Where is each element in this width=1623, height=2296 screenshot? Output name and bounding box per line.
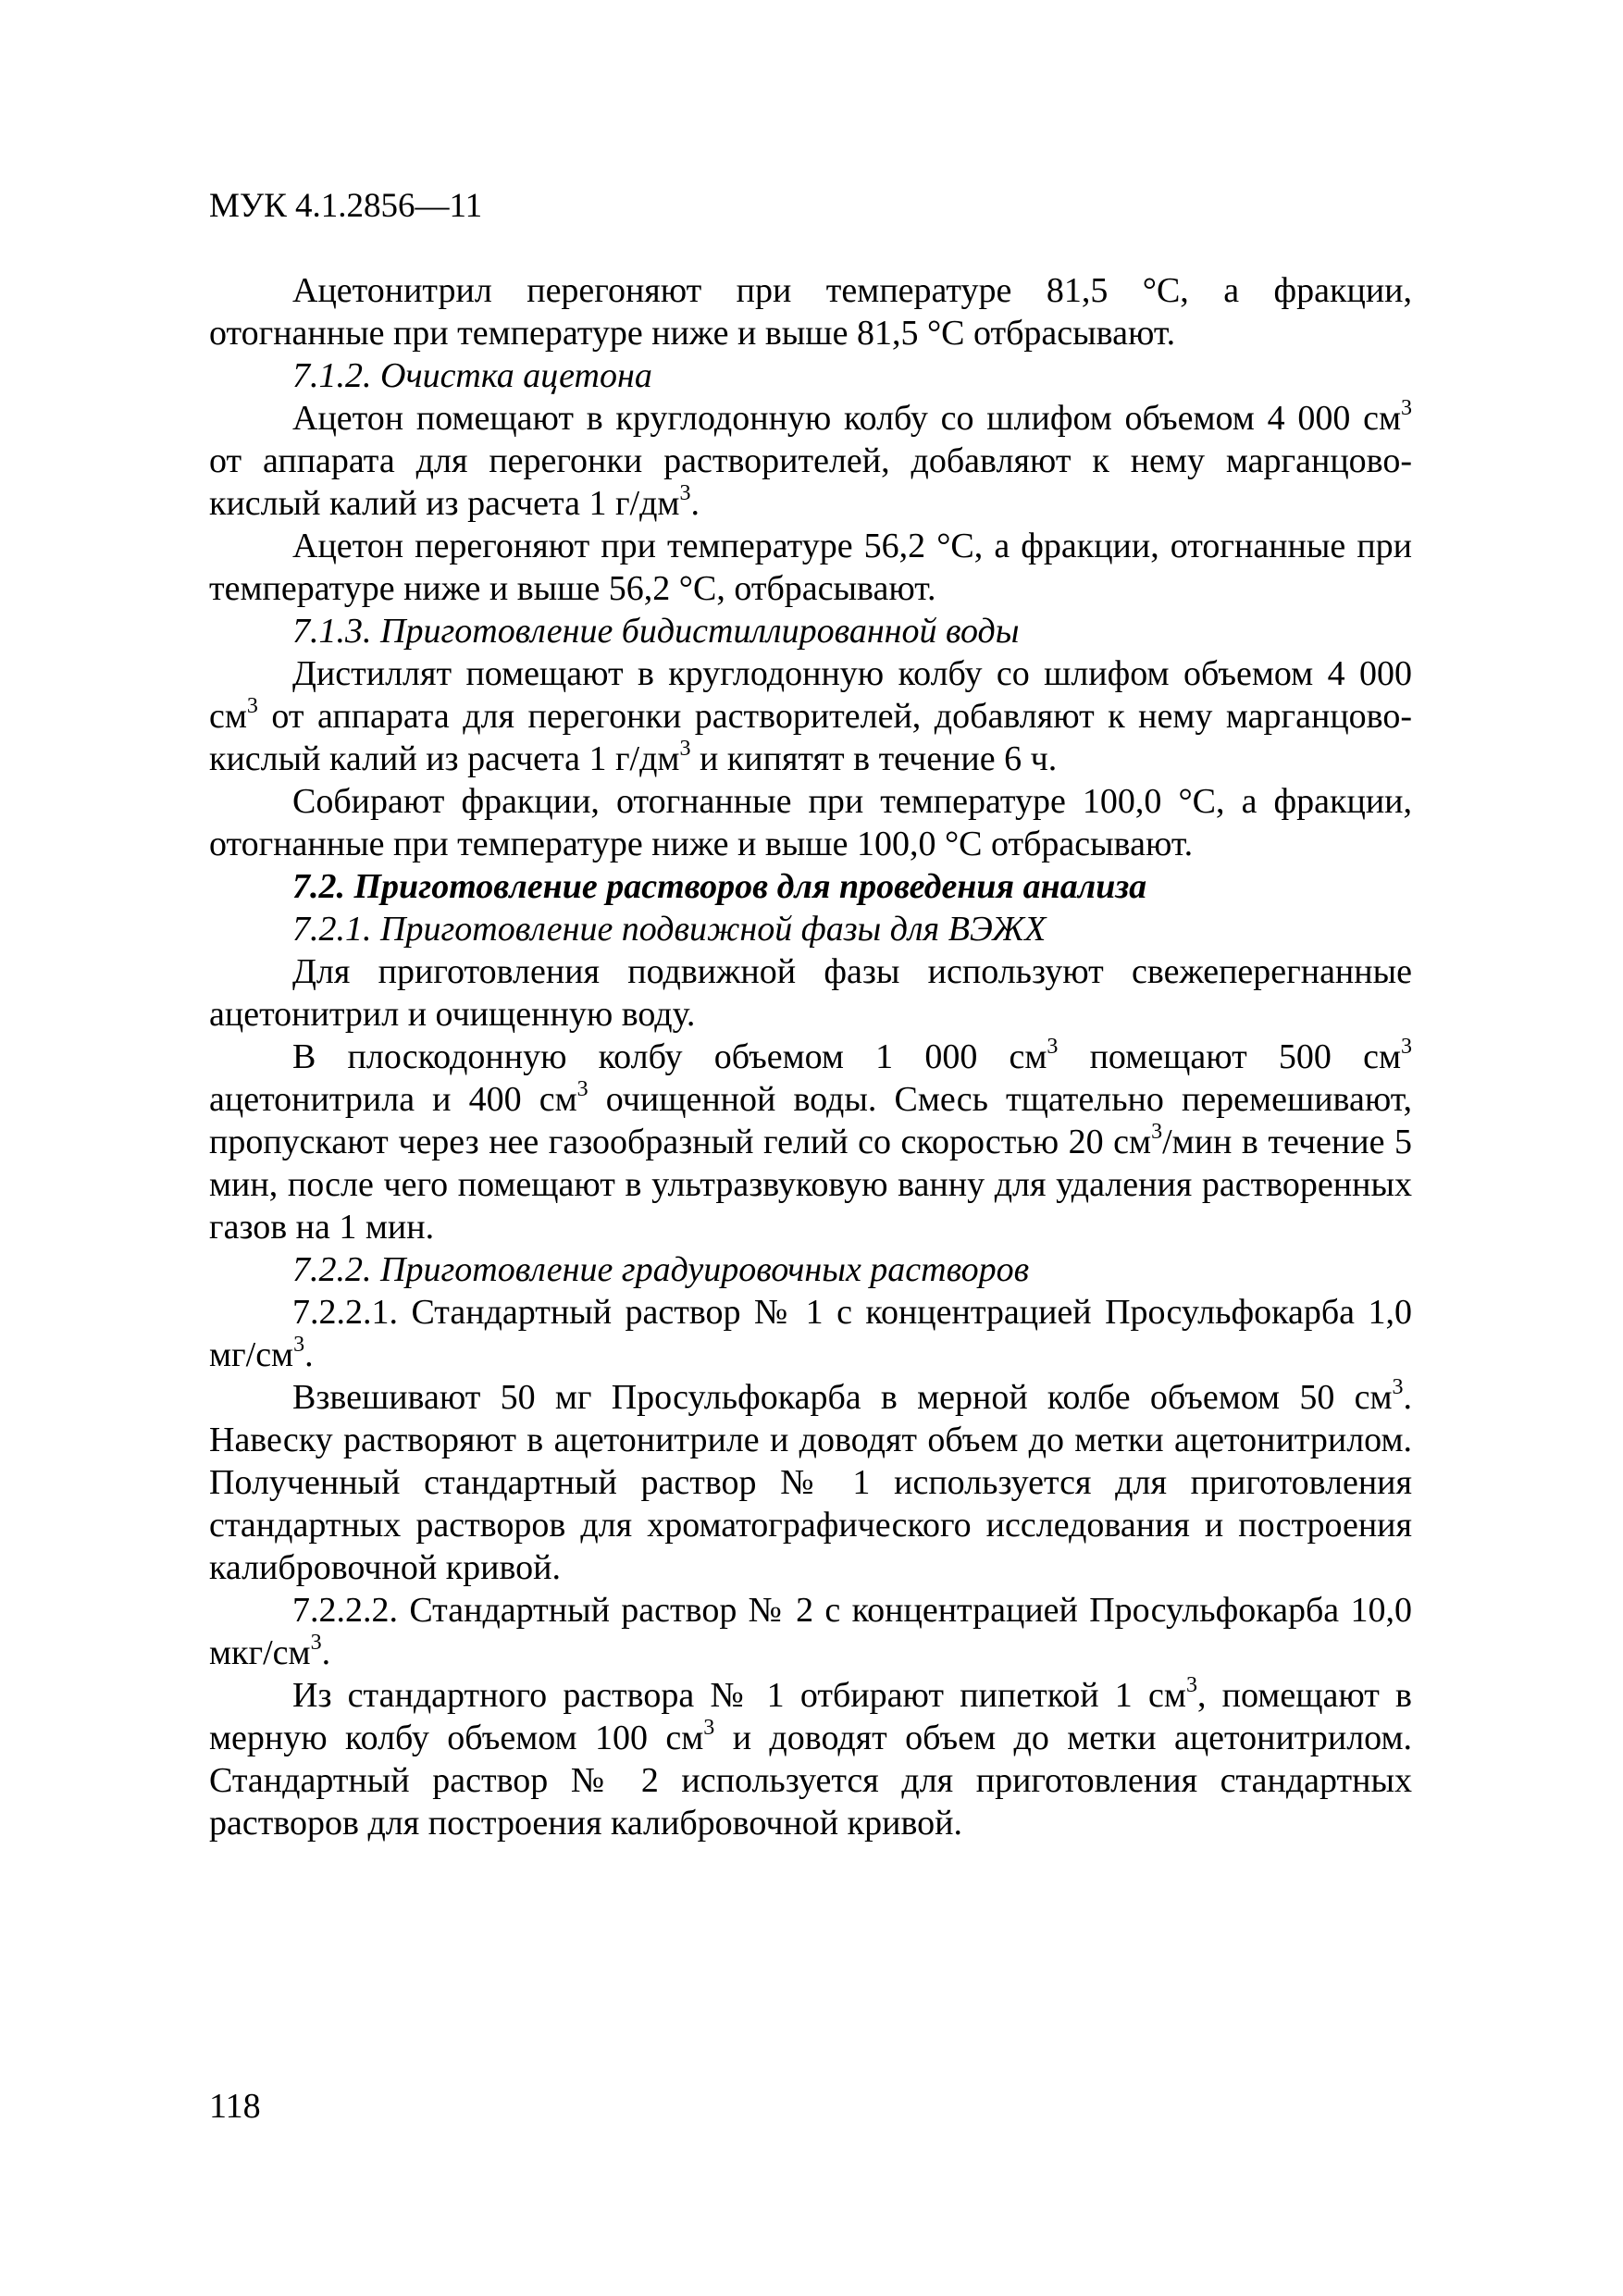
- text-span: 7.1.3. Приготовление бидистиллированной воды: [292, 612, 1020, 651]
- text-span: 7.2.1. Приготовление подвижной фазы для ВЭЖХ: [292, 910, 1047, 949]
- subsection-heading: [209, 908, 1412, 950]
- paragraph: [209, 269, 1412, 354]
- superscript: 3: [576, 1077, 588, 1102]
- paragraph: [209, 1291, 1412, 1376]
- text-span: Дистиллят помещают в круглодонную колбу со шлифом объемом 4 000 см: [209, 654, 1412, 736]
- text-span: , помещают в мерную колбу объемом 100 см: [209, 1676, 1412, 1757]
- superscript: 3: [293, 1333, 305, 1358]
- text-span: .: [304, 1335, 314, 1374]
- text-span: Ацетонитрил перегоняют при температуре 81,5 °С, а фракции, отогнанные при температуре ниже и выше 81,5 °С отбрасывают.: [209, 271, 1412, 353]
- paragraph: [209, 1674, 1412, 1844]
- text-span: Из стандартного раствора № 1 отбирают пипеткой 1 см: [292, 1676, 1186, 1715]
- superscript: 3: [310, 1631, 322, 1656]
- subsection-heading: [209, 610, 1412, 652]
- text-span: 7.2. Приготовление растворов для проведения анализа: [292, 867, 1147, 906]
- document-code-header: МУК 4.1.2856—11: [209, 187, 483, 225]
- subsection-heading: [209, 354, 1412, 397]
- paragraph: [209, 525, 1412, 610]
- text-span: 7.2.2.2. Стандартный раствор № 2 с концентрацией Просульфокарба 10,0 мкг/см: [209, 1591, 1412, 1672]
- section-heading: [209, 865, 1412, 908]
- paragraph: [209, 1376, 1412, 1589]
- text-span: ацетонитрила и 400 см: [209, 1080, 577, 1119]
- text-span: от аппарата для перегонки растворителей, добавляют к нему марганцово-кислый калий из расчета 1 г/дм: [209, 697, 1412, 778]
- superscript: 3: [1151, 1120, 1163, 1145]
- text-span: /мин в течение 5 мин, после чего помещают в ультразвуковую ванну для удаления растворенных газов на 1 мин.: [209, 1123, 1412, 1247]
- page-body: [209, 269, 1412, 1844]
- paragraph: [209, 1589, 1412, 1674]
- superscript: 3: [1401, 1035, 1413, 1060]
- paragraph: [209, 397, 1412, 525]
- subsection-heading: [209, 1248, 1412, 1291]
- superscript: 3: [679, 737, 691, 762]
- text-span: и кипятят в течение 6 ч.: [690, 739, 1058, 778]
- superscript: 3: [703, 1716, 715, 1741]
- text-span: от аппарата для перегонки растворителей, добавляют к нему марганцово-кислый калий из расчета 1 г/дм: [209, 441, 1412, 523]
- superscript: 3: [1185, 1673, 1197, 1698]
- text-span: и доводят объем до метки ацетонитрилом. Стандартный раствор № 2 используется для приготовления стандартных растворов для построения калибровочной кривой.: [209, 1719, 1412, 1843]
- superscript: 3: [246, 694, 258, 719]
- paragraph: [209, 1036, 1412, 1248]
- text-span: Ацетон перегоняют при температуре 56,2 °С, а фракции, отогнанные при температуре ниже и выше 56,2 °С, отбрасывают.: [209, 527, 1412, 608]
- text-span: помещают 500 см: [1058, 1037, 1402, 1076]
- superscript: 3: [1047, 1035, 1059, 1060]
- superscript: 3: [1401, 396, 1412, 421]
- text-span: Собирают фракции, отогнанные при температуре 100,0 °С, а фракции, отогнанные при температуре ниже и выше 100,0 °С отбрасывают.: [209, 782, 1412, 863]
- text-span: Взвешивают 50 мг Просульфокарба в мерной колбе объемом 50 см: [292, 1378, 1393, 1417]
- text-span: В плоскодонную колбу объемом 1 000 см: [292, 1037, 1047, 1076]
- text-span: Для приготовления подвижной фазы используют свежеперегнанные ацетонитрил и очищенную воду.: [209, 952, 1412, 1034]
- text-span: . Навеску растворяют в ацетонитриле и доводят объем до метки ацетонитрилом. Полученный стандартный раствор № 1 используется для приготовления стандартных растворов для хроматографического исследования и построения калибровочной кривой.: [209, 1378, 1412, 1587]
- page-number: 118: [209, 2087, 261, 2126]
- superscript: 3: [679, 481, 691, 506]
- paragraph: [209, 652, 1412, 780]
- text-span: Ацетон помещают в круглодонную колбу со шлифом объемом 4 000 см: [292, 399, 1401, 438]
- paragraph: [209, 950, 1412, 1036]
- paragraph: [209, 780, 1412, 865]
- text-span: .: [690, 484, 700, 523]
- text-span: .: [321, 1633, 331, 1672]
- text-span: 7.2.2.1. Стандартный раствор № 1 с концентрацией Просульфокарба 1,0 мг/см: [209, 1293, 1412, 1374]
- text-span: 7.2.2. Приготовление градуировочных растворов: [292, 1250, 1030, 1289]
- text-span: очищенной воды. Смесь тщательно перемешивают, пропускают через нее газообразный гелий со скоростью 20 см: [209, 1080, 1412, 1161]
- text-span: 7.1.2. Очистка ацетона: [292, 356, 652, 395]
- superscript: 3: [1392, 1375, 1404, 1400]
